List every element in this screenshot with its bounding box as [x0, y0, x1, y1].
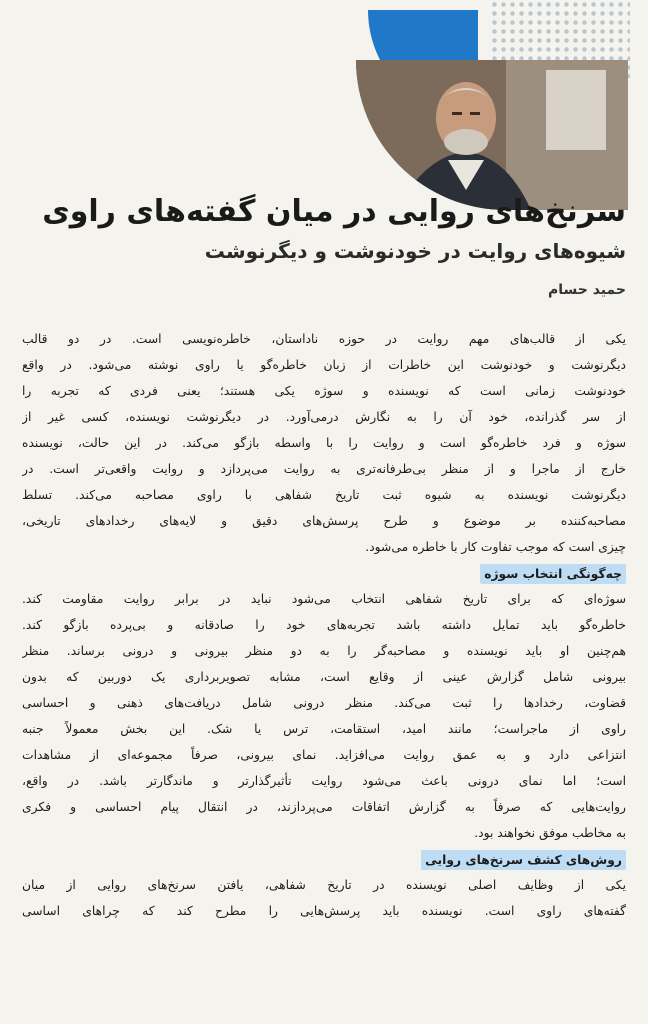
author-name: حمید حسام	[547, 282, 626, 298]
section-heading-label: روش‌های کشف سرنخ‌های روایی	[421, 850, 626, 870]
text-line: سوژه‌ای که برای تاریخ شفاهی انتخاب می‌شود نباید در برابر روایت مقاومت کند.	[22, 592, 626, 606]
section-heading-label: چه‌گونگی انتخاب سوژه	[480, 564, 626, 584]
author-photo-illustration	[356, 60, 628, 210]
text-line: یکی از وظایف اصلی نویسنده در تاریخ شفاهی، یافتن سرنخ‌های روایی از میان	[22, 878, 626, 892]
text-line: گفته‌های راوی است. نویسنده باید پرسش‌هایی را مطرح کند که چراهای اساسی	[22, 904, 626, 918]
intro-paragraph	[22, 326, 626, 560]
text-line: راوی از ماجراست؛ مانند امید، استقامت، ترس یا شک. این بخش معمولاً جنبه	[22, 722, 626, 736]
article-subtitle: شیوه‌های روایت در خودنوشت و دیگرنوشت	[204, 239, 626, 263]
text-line: خودنوشت زمانی است که نویسنده و سوژه یکی هستند؛ یعنی فردی که تجربه را	[22, 384, 626, 398]
text-line: است؛ اما نمای درونی باعث می‌شود روایت تأثیرگذارتر و ماندگارتر باشد. در واقع،	[22, 774, 626, 788]
text-line: دیگرنوشت نویسنده به شیوه ثبت تاریخ شفاهی با راوی مصاحبه می‌کند. تسلط	[22, 488, 626, 502]
article-title: سرنخ‌های روایی در میان گفته‌های راوی	[42, 194, 626, 229]
author-photo	[356, 60, 628, 210]
text-line: بیرونی شامل گزارش عینی از وقایع است، مشابه تصویربرداری یک دوربین که بدون	[22, 670, 626, 684]
text-line: چیزی است که موجب تفاوت کار با خاطره می‌شود.	[365, 540, 626, 554]
text-line: از سر گذرانده، خود آن را به نگارش درمی‌آورد. در دیگرنوشت نویسنده، کسی غیر از	[22, 410, 626, 424]
text-line: خارج از ماجرا و از منظر بی‌طرفانه‌تری به روایت می‌پردازد و روایت واقعی‌تر است. در	[22, 462, 626, 476]
text-line: هم‌چنین او باید نویسنده و مصاحبه‌گر را به دو منظر بیرونی و درونی برساند. منظر	[22, 644, 626, 658]
text-line: روایت‌هایی که صرفاً به گزارش اتفاقات می‌پردازند، در انتقال پیام احساسی و فکری	[22, 800, 626, 814]
text-line: قضاوت، رخدادها را ثبت می‌کند. منظر درونی شامل دریافت‌های ذهنی و احساسی	[22, 696, 626, 710]
text-line: مصاحبه‌کننده بر موضوع و طرح پرسش‌های دقیق و لایه‌های رخدادهای تاریخی،	[22, 514, 626, 528]
narrative-clues-paragraph	[22, 872, 626, 924]
section-heading-narrative-clues	[22, 846, 626, 872]
article-body	[22, 326, 626, 924]
text-line: انتزاعی دارد و به عمق روایت می‌افزاید. نمای بیرونی، صرفاً مجموعه‌ای از مشاهدات	[22, 748, 626, 762]
text-line: دیگرنوشت و خودنوشت این خاطرات از زبان خاطره‌گو یا راوی نوشته می‌شود. در واقع	[22, 358, 626, 372]
section-heading-subject-selection	[22, 560, 626, 586]
text-line: سوژه و فرد خاطره‌گو است و روایت را با واسطه بازگو می‌کند. در این حالت، نویسنده	[22, 436, 626, 450]
subject-selection-paragraph	[22, 586, 626, 846]
text-line: به مخاطب موفق نخواهند بود.	[474, 826, 626, 840]
text-line: یکی از قالب‌های مهم روایت در حوزه ناداستان، خاطره‌نویسی است. در دو قالب	[22, 332, 626, 346]
text-line: خاطره‌گو باید تمایل داشته باشد تجربه‌های خود را صادقانه و بی‌پرده بازگو کند.	[22, 618, 626, 632]
